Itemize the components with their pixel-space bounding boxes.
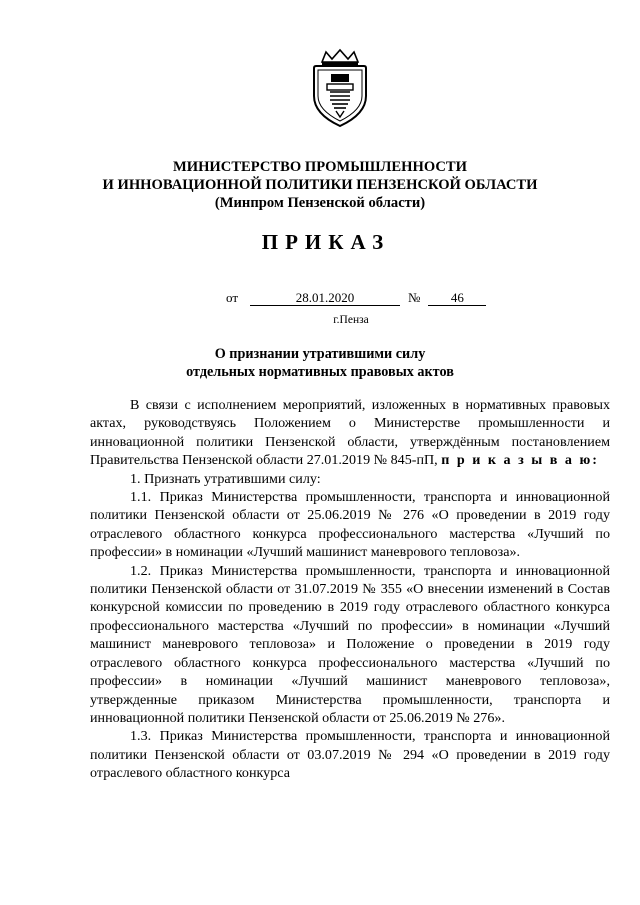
order-number: 46 xyxy=(428,291,486,306)
ministry-short-name: (Минпром Пензенской области) xyxy=(214,195,426,211)
order-date: 28.01.2020 xyxy=(250,291,400,306)
item-1-2: 1.2. Приказ Министерства промышленности, транспорта и инновационной политики Пензенской области от 31.07.2019 № 355 «О внесении изменений в Состав конкурсной комиссии по проведению в 2019 году отраслевого областного конкурса профессионального мастерства «Лучший по профессии» в номинации «Лучший машинист маневрового тепловоза» и Положение о проведении в 2019 году отраслевого областного конкурса профессионального мастерства «Лучший по профессии» в номинации «Лучший машинист маневрового тепловоза», утвержденные приказом Министерства промышленности, транспорта и инновационной политики Пензенской области от 25.06.2019 № 276». xyxy=(90,562,610,726)
order-meta xyxy=(226,290,486,306)
ministry-name-line2: И ИННОВАЦИОННОЙ ПОЛИТИКИ ПЕНЗЕНСКОЙ ОБЛАСТИ xyxy=(102,177,538,193)
ministry-name-line1: МИНИСТЕРСТВО ПРОМЫШЛЕННОСТИ xyxy=(172,159,468,175)
subject-line2: отдельных нормативных правовых актов xyxy=(186,364,454,380)
item-1: 1. Признать утратившими силу: xyxy=(130,470,321,487)
item-1-1: 1.1. Приказ Министерства промышленности, транспорта и инновационной политики Пензенской области от 25.06.2019 № 276 «О проведении в 2019 году отраслевого областного конкурса профессионального мастерства «Лучший по профессии» в номинации «Лучший машинист маневрового тепловоза». xyxy=(90,489,610,561)
number-label: № xyxy=(408,290,421,305)
date-label: от xyxy=(226,290,239,305)
order-body xyxy=(90,396,610,783)
penza-coat-of-arms-icon xyxy=(300,48,380,128)
ministry-header xyxy=(0,158,640,212)
item-1-3: 1.3. Приказ Министерства промышленности, транспорта и инновационной политики Пензенской области от 03.07.2019 № 294 «О проведении в 2019 году отраслевого областного конкурса xyxy=(90,728,610,782)
subject-line1: О признании утратившими силу xyxy=(214,346,426,362)
intro-paragraph xyxy=(90,396,610,470)
document-title: ПРИКАЗ xyxy=(261,230,391,254)
order-subject xyxy=(0,345,640,381)
intro-text: В связи с исполнением мероприятий, изложенных в нормативных правовых актах, руководствуясь Положением о Министерстве промышленности и инновационной политики Пензенской области, утверждённым постановлением Правительства Пензенской области 27.01.2019 № 845-пП, xyxy=(90,397,610,469)
order-word: п р и к а з ы в а ю: xyxy=(441,452,599,469)
city: г.Пенза xyxy=(333,314,369,326)
